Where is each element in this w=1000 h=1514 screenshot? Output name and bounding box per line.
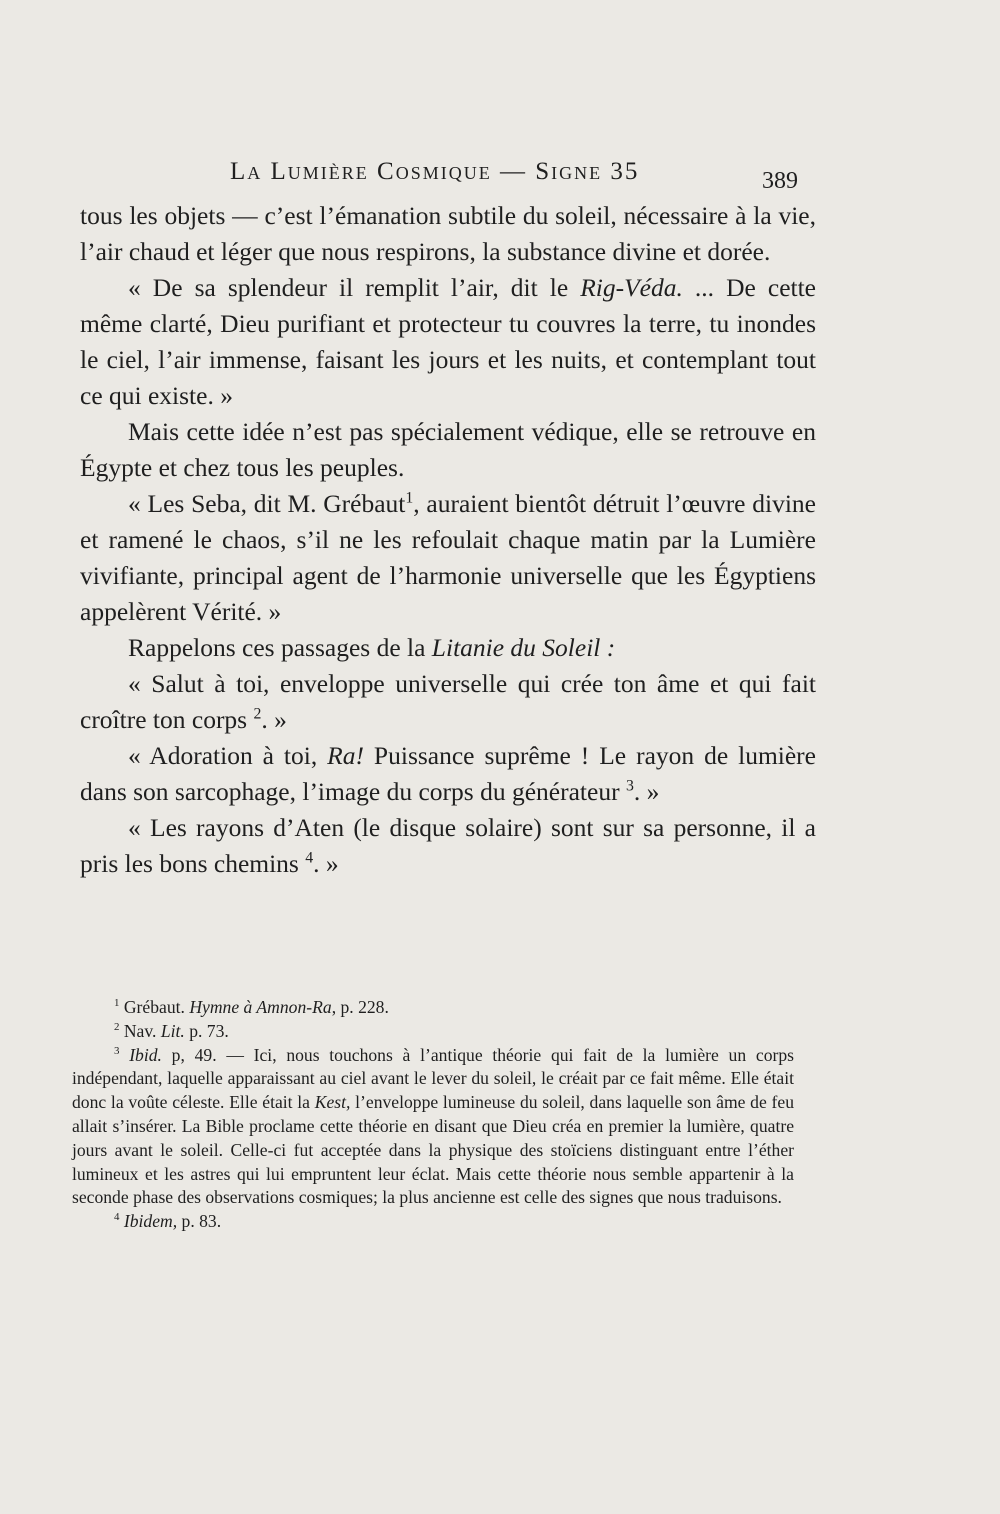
footnote-3-kest: Kest, (314, 1092, 351, 1113)
main-text (80, 198, 816, 882)
footnote-3-text-a (119, 1045, 129, 1065)
footnote-ref-2: 2 (253, 705, 262, 723)
paragraph-7-text-c: . » (633, 777, 660, 806)
footnote-4 (72, 1210, 794, 1234)
paragraph-3-text: Mais cette idée n’est pas spécialement védique, elle se retrouve en Égypte et chez tous les peuples. (80, 417, 816, 482)
footnote-4-mark: 4 (114, 1211, 120, 1224)
footnote-4-text-b: p. 83. (177, 1211, 222, 1232)
paragraph-5 (80, 630, 816, 666)
page-number: 389 (762, 168, 798, 194)
paragraph-4-text-a: « Les Seba, dit M. Grébaut (128, 489, 406, 518)
footnote-ref-3: 3 (625, 777, 634, 795)
paragraph-8-text-a: « Les rayons d’Aten (le disque solaire) sont sur sa personne, il a pris les bons chemins (80, 813, 816, 878)
paragraph-1-text: tous les objets — c’est l’émanation subtile du soleil, nécessaire à la vie, l’air chaud et léger que nous respirons, la substance divine et dorée. (80, 201, 816, 266)
paragraph-2-text-b: ... De cette même clarté, Dieu purifiant et protecteur tu couvres la terre, tu inondes le ciel, l’air immense, faisant les jours et les nuits, et contemplant tout ce qui existe. » (80, 273, 816, 410)
paragraph-4 (80, 486, 816, 630)
footnote-1-mark: 1 (114, 997, 120, 1010)
paragraph-7-text-b: Puissance suprême ! Le rayon de lumière dans son sarcophage, l’image du corps du générateur (80, 741, 816, 806)
paragraph-4-text-b: , auraient bientôt détruit l’œuvre divine et ramené le chaos, s’il ne les refoulait chaque matin par la Lumière vivifiante, principal agent de l’harmonie universelle que les Égyptiens appelèrent Vérité. » (80, 489, 816, 626)
paragraph-2-text-a: « De sa splendeur il remplit l’air, dit le (128, 273, 581, 302)
footnote-ref-4: 4 (305, 849, 314, 867)
paragraph-5-text-a: Rappelons ces passages de la (128, 633, 432, 662)
paragraph-7 (80, 738, 816, 810)
footnote-2-title: Lit. (160, 1020, 185, 1041)
footnote-2 (72, 1020, 794, 1044)
footnote-3-mark: 3 (114, 1044, 120, 1057)
running-title: La Lumière Cosmique — Signe 35 (230, 158, 640, 185)
paragraph-7-text-a: « Adoration à toi, (128, 741, 328, 770)
footnote-4-ibidem: Ibidem, (123, 1211, 178, 1232)
footnote-2-mark: 2 (114, 1020, 120, 1033)
paragraph-8 (80, 810, 816, 882)
footnote-2-text-b: p. 73. (184, 1020, 229, 1041)
paragraph-3 (80, 414, 816, 486)
footnote-2-text-a: Nav. (119, 1020, 161, 1041)
paragraph-8-text-b: . » (313, 849, 339, 878)
paragraph-6 (80, 666, 816, 738)
ra-name: Ra! (327, 741, 364, 770)
paragraph-6-text-a: « Salut à toi, enveloppe universelle qui crée ton âme et qui fait croître ton corps (80, 669, 816, 734)
footnote-3 (72, 1044, 794, 1211)
rig-veda-title: Rig-Véda. (580, 273, 683, 302)
paragraph-2 (80, 270, 816, 414)
footnote-1 (72, 996, 794, 1020)
footnote-1-title: Hymne à Amnon-Ra (189, 997, 332, 1017)
footnote-ref-1: 1 (405, 489, 414, 507)
footnotes (72, 996, 794, 1234)
footnote-3-ibid: Ibid. (129, 1044, 162, 1065)
footnote-1-text-b: , p. 228. (331, 997, 389, 1017)
footnote-1-text-a: Grébaut. (119, 997, 190, 1017)
footnote-3-text-c: l’enveloppe lumineuse du soleil, dans laquelle son âme de feu allait s’insérer. La Bible proclame cette théorie en disant que Dieu créa en premier la lumière, quatre jours avant le soleil. Celle-ci fut acceptée dans la physique des stoïciens distinguant entre l’éther lumineux et les astres qui lui empruntent leur éclat. Mais cette théorie nous semble appartenir à la seconde phase des observations cosmiques; la plus ancienne est celle des signes que nous traduisons. (72, 1092, 794, 1208)
footnote-3-text-b: p, 49. — Ici, nous touchons à l’antique théorie qui fait de la lumière un corps indépendant, laquelle apparaissant au ciel avant le lever du soleil, le créait par ce fait même. Elle était donc la voûte céleste. Elle était la (72, 1044, 794, 1113)
paragraph-6-text-b: . » (261, 705, 287, 734)
litanie-title: Litanie du Soleil : (431, 633, 616, 662)
paragraph-1 (80, 198, 816, 270)
